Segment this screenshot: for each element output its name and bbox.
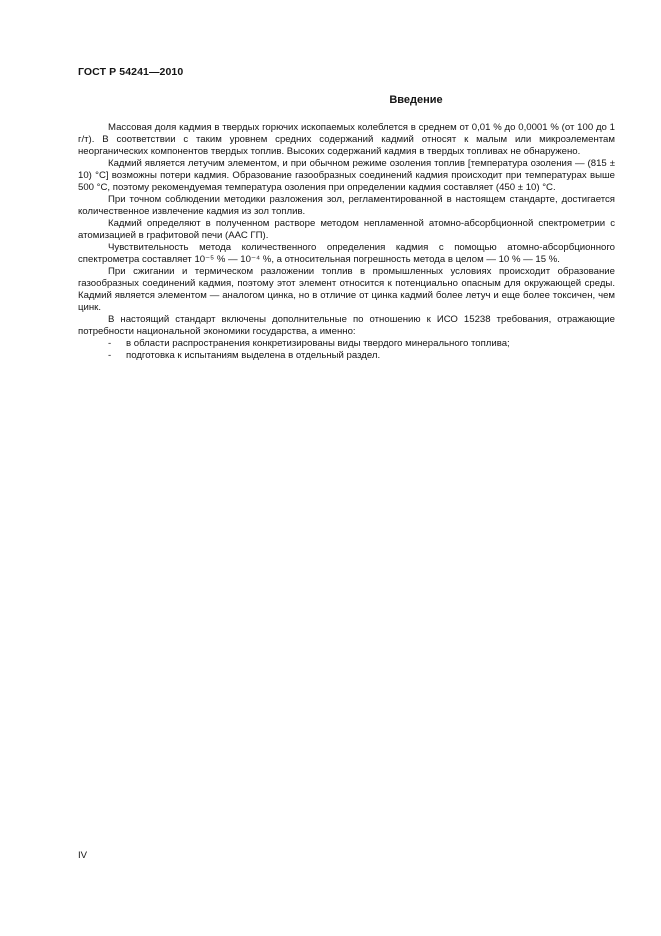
paragraph: При сжигании и термическом разложении топлив в промышленных условиях происходит образование газообразных соединений кадмия, поэтому этот элемент относится к потенциально опасным для окружающей среды. Кадмий является элементом — аналогом цинка, но в отличие от цинка кадмий более летуч и еще более токсичен, чем цинк. [78, 266, 615, 313]
list-item [78, 338, 615, 350]
standard-header: ГОСТ Р 54241—2010 [78, 66, 184, 78]
paragraph: В настоящий стандарт включены дополнительные по отношению к ИСО 15238 требования, отражающие потребности национальной экономики государства, а именно: [78, 314, 615, 337]
paragraph: Кадмий определяют в полученном растворе методом непламенной атомно-абсорбционной спектрометрии с атомизацией в графитовой печи (ААС ГП). [78, 218, 615, 241]
list-marker: - [108, 338, 112, 349]
list-item-text: в области распространения конкретизированы виды твердого минерального топлива; [126, 338, 510, 349]
list-item-text: подготовка к испытаниям выделена в отдельный раздел. [126, 350, 381, 361]
list-marker: - [108, 350, 112, 361]
section-title [78, 94, 614, 106]
paragraph: При точном соблюдении методики разложения зол, регламентированной в настоящем стандарте, достигается количественное извлечение кадмия из зол топлив. [78, 194, 615, 217]
page-number: IV [78, 850, 88, 861]
paragraph: Чувствительность метода количественного определения кадмия с помощью атомно-абсорбционного спектрометра составляет 10⁻⁵ % — 10⁻⁴ %, а относительная погрешность метода в целом — 10 % — 15 %. [78, 242, 615, 265]
paragraph: Массовая доля кадмия в твердых горючих ископаемых колеблется в среднем от 0,01 % до 0,0001 % (от 100 до 1 г/т). В соответствии с таким уровнем средних содержаний кадмий относят к малым или микроэлементам неорганических компонентов твердых топлив. Высоких содержаний кадмия в твердых топливах не обнаружено. [78, 122, 615, 157]
document-body [78, 122, 615, 362]
paragraph: Кадмий является летучим элементом, и при обычном режиме озоления топлив [температура озоления — (815 ± 10) °С] возможны потери кадмия. Образование газообразных соединений кадмия происходит при температурах выше 500 °С, поэтому рекомендуемая температура озоления при определении кадмия составляет (450 ± 10) °С. [78, 158, 615, 193]
list-item [78, 350, 615, 362]
section-title-text: Введение [389, 94, 443, 106]
